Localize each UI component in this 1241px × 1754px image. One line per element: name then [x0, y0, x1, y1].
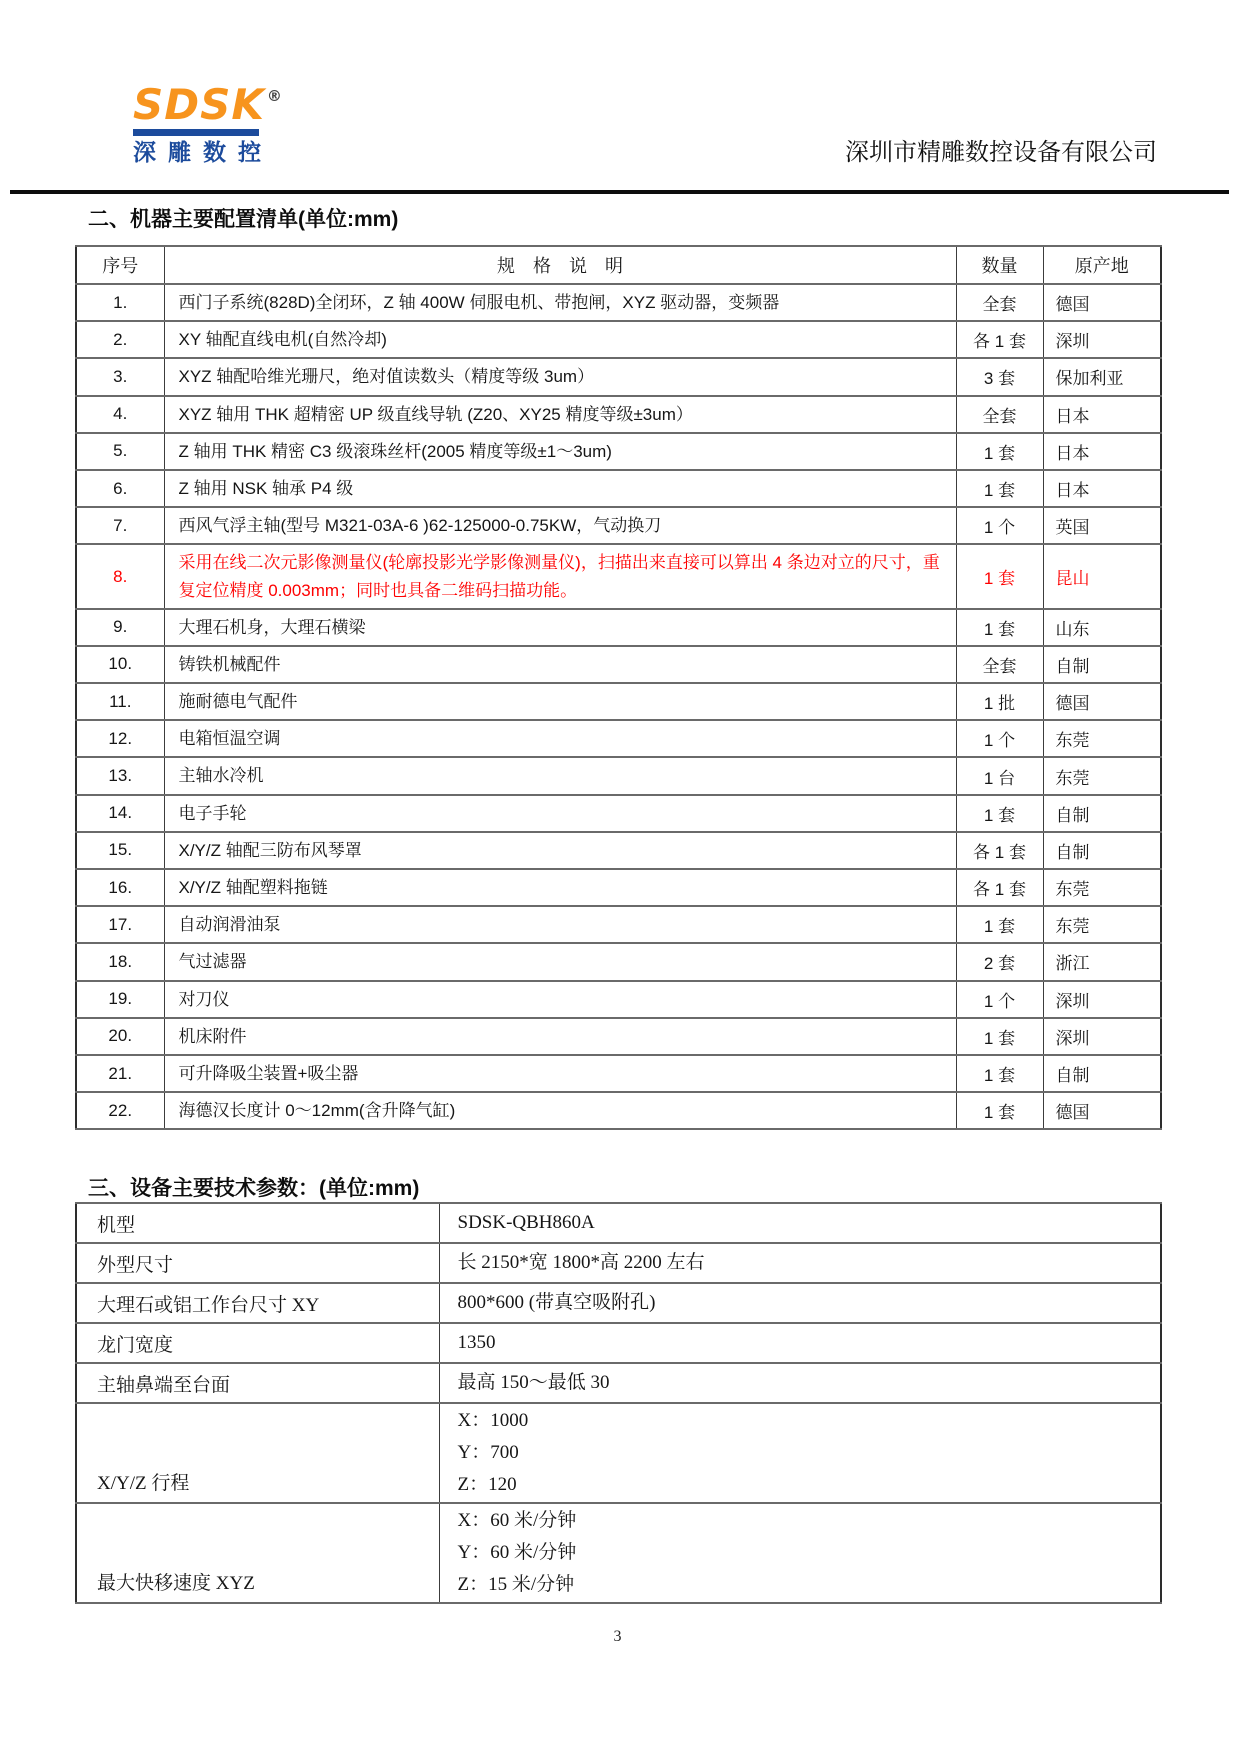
origin-cell: 自制	[1043, 646, 1161, 683]
spec-cell: 海德汉长度计 0～12mm(含升降气缸)	[164, 1092, 956, 1129]
spec-row	[76, 1503, 1161, 1603]
spec-cell: XYZ 轴用 THK 超精密 UP 级直线导轨 (Z20、XY25 精度等级±3um）	[164, 396, 956, 433]
seq-cell: 12.	[76, 720, 164, 757]
seq-cell: 18.	[76, 943, 164, 980]
origin-cell: 自制	[1043, 1055, 1161, 1092]
qty-cell: 各 1 套	[956, 832, 1043, 869]
qty-cell: 1 个	[956, 507, 1043, 544]
origin-cell: 日本	[1043, 396, 1161, 433]
qty-cell: 1 套	[956, 1055, 1043, 1092]
spec-cell: 机床附件	[164, 1018, 956, 1055]
spec-cell: 对刀仪	[164, 981, 956, 1018]
spec-cell: X/Y/Z 轴配塑料拖链	[164, 869, 956, 906]
logo-char: 雕	[168, 139, 191, 165]
table-row	[76, 1092, 1161, 1129]
origin-cell: 深圳	[1043, 1018, 1161, 1055]
origin-cell: 英国	[1043, 507, 1161, 544]
seq-cell: 5.	[76, 433, 164, 470]
logo-char: 控	[238, 139, 261, 165]
origin-cell: 保加利亚	[1043, 358, 1161, 395]
table-row	[76, 981, 1161, 1018]
table-row	[76, 757, 1161, 794]
spec-value-cell	[439, 1503, 1161, 1603]
spec-value-cell	[439, 1243, 1161, 1283]
table-row	[76, 1055, 1161, 1092]
table-row	[76, 396, 1161, 433]
seq-cell: 17.	[76, 906, 164, 943]
seq-cell: 15.	[76, 832, 164, 869]
seq-cell: 16.	[76, 869, 164, 906]
seq-cell: 3.	[76, 358, 164, 395]
col-header-spec: 规 格 说 明	[164, 246, 956, 284]
section3-title: 三、设备主要技术参数：(单位:mm)	[88, 1177, 420, 1200]
header-row	[76, 246, 1161, 284]
seq-cell: 20.	[76, 1018, 164, 1055]
spec-cell: 大理石机身，大理石横梁	[164, 609, 956, 646]
spec-cell: 采用在线二次元影像测量仪(轮廓投影光学影像测量仪)，扫描出来直接可以算出 4 条边对立的尺寸，重复定位精度 0.003mm；同时也具备二维码扫描功能。	[164, 544, 956, 608]
qty-cell: 1 套	[956, 795, 1043, 832]
spec-cell: XY 轴配直线电机(自然冷却)	[164, 321, 956, 358]
table-row	[76, 609, 1161, 646]
logo-char: 数	[203, 139, 226, 165]
spec-value-cell	[439, 1283, 1161, 1323]
qty-cell: 1 套	[956, 544, 1043, 608]
spec-value-line: Y：700	[457, 1442, 519, 1463]
origin-cell: 东莞	[1043, 720, 1161, 757]
table-row	[76, 869, 1161, 906]
origin-cell: 日本	[1043, 470, 1161, 507]
origin-cell: 德国	[1043, 683, 1161, 720]
logo-underline-bar	[133, 129, 259, 136]
table-row	[76, 470, 1161, 507]
config-table	[75, 245, 1162, 1130]
seq-cell: 2.	[76, 321, 164, 358]
logo-char: 深	[133, 139, 156, 165]
qty-cell: 1 套	[956, 470, 1043, 507]
origin-cell: 日本	[1043, 433, 1161, 470]
qty-cell: 1 套	[956, 609, 1043, 646]
qty-cell: 1 个	[956, 720, 1043, 757]
seq-cell: 14.	[76, 795, 164, 832]
origin-cell: 自制	[1043, 795, 1161, 832]
spec-label-cell: 最大快移速度 XYZ	[76, 1503, 439, 1603]
spec-label-cell: 龙门宽度	[76, 1323, 439, 1363]
specs-table-body	[76, 1203, 1161, 1603]
company-logo	[133, 80, 283, 165]
spec-cell: 西门子系统(828D)全闭环，Z 轴 400W 伺服电机、带抱闸，XYZ 驱动器，变频器	[164, 284, 956, 321]
spec-row	[76, 1363, 1161, 1403]
origin-cell: 德国	[1043, 284, 1161, 321]
spec-value-line: Z：15 米/分钟	[457, 1574, 575, 1595]
seq-cell: 9.	[76, 609, 164, 646]
table-row	[76, 284, 1161, 321]
spec-value-line: Z：120	[457, 1474, 517, 1495]
seq-cell: 11.	[76, 683, 164, 720]
origin-cell: 昆山	[1043, 544, 1161, 608]
spec-cell: Z 轴用 THK 精密 C3 级滚珠丝杆(2005 精度等级±1～3um)	[164, 433, 956, 470]
config-table-body	[76, 284, 1161, 1129]
origin-cell: 山东	[1043, 609, 1161, 646]
spec-value-line: X：1000	[457, 1410, 529, 1431]
qty-cell: 全套	[956, 396, 1043, 433]
qty-cell: 各 1 套	[956, 321, 1043, 358]
spec-cell: 施耐德电气配件	[164, 683, 956, 720]
seq-cell: 10.	[76, 646, 164, 683]
table-row	[76, 795, 1161, 832]
seq-cell: 4.	[76, 396, 164, 433]
table-row	[76, 321, 1161, 358]
qty-cell: 3 套	[956, 358, 1043, 395]
page-number: 3	[613, 1628, 622, 1645]
seq-cell: 8.	[76, 544, 164, 608]
table-row	[76, 433, 1161, 470]
spec-value-line: SDSK-QBH860A	[457, 1212, 595, 1233]
spec-cell: 自动润滑油泵	[164, 906, 956, 943]
origin-cell: 深圳	[1043, 981, 1161, 1018]
spec-cell: 铸铁机械配件	[164, 646, 956, 683]
origin-cell: 德国	[1043, 1092, 1161, 1129]
spec-cell: 可升降吸尘装置+吸尘器	[164, 1055, 956, 1092]
spec-row	[76, 1203, 1161, 1243]
table-row	[76, 544, 1161, 608]
seq-cell: 1.	[76, 284, 164, 321]
origin-cell: 东莞	[1043, 906, 1161, 943]
spec-label-cell: 外型尺寸	[76, 1243, 439, 1283]
qty-cell: 1 套	[956, 1018, 1043, 1055]
qty-cell: 1 批	[956, 683, 1043, 720]
spec-cell: 气过滤器	[164, 943, 956, 980]
spec-value-cell	[439, 1403, 1161, 1503]
spec-cell: XYZ 轴配哈维光珊尺，绝对值读数头（精度等级 3um）	[164, 358, 956, 395]
seq-cell: 7.	[76, 507, 164, 544]
qty-cell: 2 套	[956, 943, 1043, 980]
spec-value-cell	[439, 1363, 1161, 1403]
qty-cell: 1 台	[956, 757, 1043, 794]
origin-cell: 自制	[1043, 832, 1161, 869]
table-row	[76, 358, 1161, 395]
section2-title: 二、机器主要配置清单(单位:mm)	[88, 208, 399, 231]
spec-row	[76, 1283, 1161, 1323]
spec-value-line: 1350	[457, 1332, 496, 1353]
col-header-origin: 原产地	[1043, 246, 1161, 284]
qty-cell: 全套	[956, 646, 1043, 683]
col-header-seq: 序号	[76, 246, 164, 284]
spec-value-line: 最高 150～最低 30	[457, 1372, 610, 1393]
spec-label-cell: 主轴鼻端至台面	[76, 1363, 439, 1403]
seq-cell: 21.	[76, 1055, 164, 1092]
spec-row	[76, 1323, 1161, 1363]
company-name: 深圳市精雕数控设备有限公司	[845, 140, 1157, 166]
spec-label-cell: 大理石或铝工作台尺寸 XY	[76, 1283, 439, 1323]
origin-cell: 东莞	[1043, 869, 1161, 906]
qty-cell: 全套	[956, 284, 1043, 321]
qty-cell: 1 套	[956, 433, 1043, 470]
table-row	[76, 683, 1161, 720]
seq-cell: 22.	[76, 1092, 164, 1129]
specs-table	[75, 1202, 1162, 1604]
spec-cell: Z 轴用 NSK 轴承 P4 级	[164, 470, 956, 507]
origin-cell: 深圳	[1043, 321, 1161, 358]
qty-cell: 各 1 套	[956, 869, 1043, 906]
col-header-qty: 数量	[956, 246, 1043, 284]
spec-row	[76, 1403, 1161, 1503]
config-table-header	[76, 246, 1161, 284]
spec-value-cell	[439, 1203, 1161, 1243]
spec-label-cell: X/Y/Z 行程	[76, 1403, 439, 1503]
table-row	[76, 832, 1161, 869]
seq-cell: 19.	[76, 981, 164, 1018]
spec-cell: 主轴水冷机	[164, 757, 956, 794]
qty-cell: 1 套	[956, 1092, 1043, 1129]
spec-label-cell: 机型	[76, 1203, 439, 1243]
qty-cell: 1 套	[956, 906, 1043, 943]
spec-value-line: 800*600 (带真空吸附孔)	[457, 1292, 656, 1313]
spec-value-line: X：60 米/分钟	[457, 1510, 577, 1531]
spec-value-line: 长 2150*宽 1800*高 2200 左右	[457, 1252, 705, 1273]
spec-value-cell	[439, 1323, 1161, 1363]
table-row	[76, 943, 1161, 980]
spec-cell: 电箱恒温空调	[164, 720, 956, 757]
table-row	[76, 720, 1161, 757]
table-row	[76, 507, 1161, 544]
origin-cell: 浙江	[1043, 943, 1161, 980]
qty-cell: 1 个	[956, 981, 1043, 1018]
registered-trademark-icon: ®	[266, 87, 283, 105]
seq-cell: 13.	[76, 757, 164, 794]
seq-cell: 6.	[76, 470, 164, 507]
table-row	[76, 1018, 1161, 1055]
spec-cell: 西风气浮主轴(型号 M321-03A-6 )62-125000-0.75KW，气动换刀	[164, 507, 956, 544]
spec-row	[76, 1243, 1161, 1283]
logo-text: SDSK	[133, 80, 265, 129]
logo-chinese-name	[133, 141, 261, 164]
spec-cell: 电子手轮	[164, 795, 956, 832]
logo-wordmark	[133, 80, 283, 129]
header-divider	[10, 190, 1229, 194]
origin-cell: 东莞	[1043, 757, 1161, 794]
spec-value-line: Y：60 米/分钟	[457, 1542, 577, 1563]
table-row	[76, 906, 1161, 943]
spec-cell: X/Y/Z 轴配三防布风琴罩	[164, 832, 956, 869]
table-row	[76, 646, 1161, 683]
